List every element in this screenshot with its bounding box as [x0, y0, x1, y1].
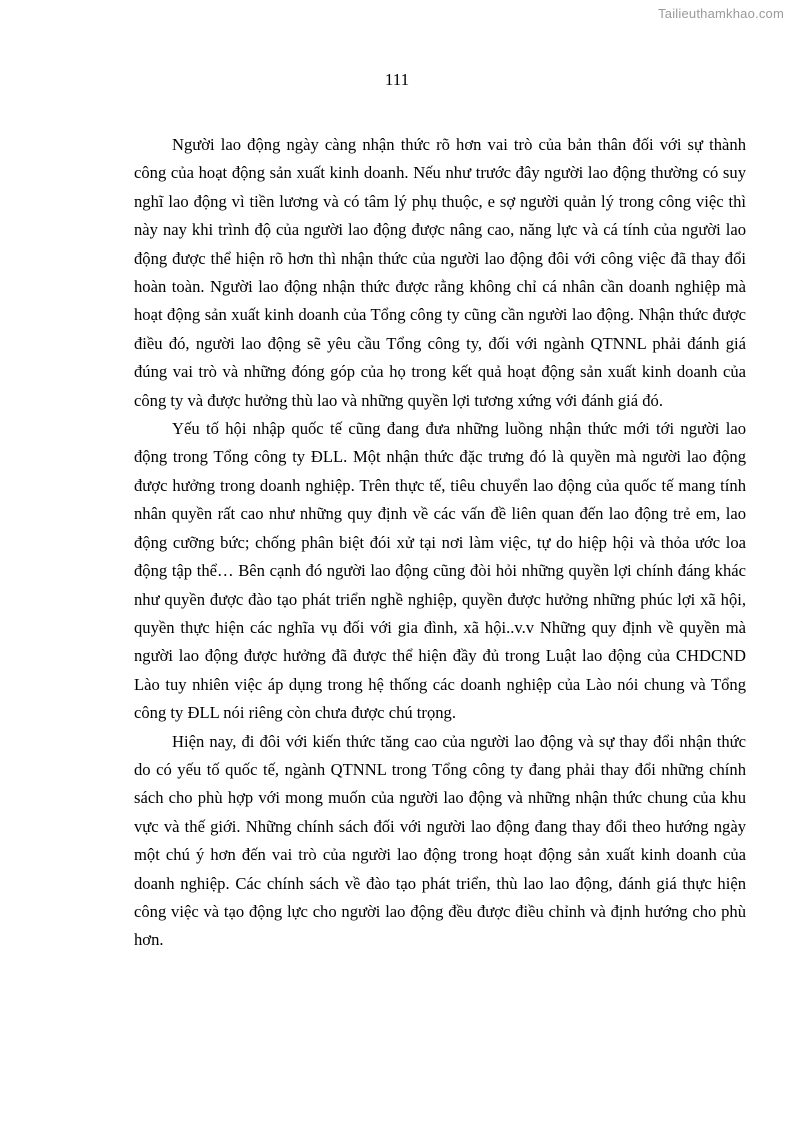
paragraph-policy-changes: Hiện nay, đi đôi với kiến thức tăng cao của người lao động và sự thay đổi nhận thức do có yếu tố quốc tế, ngành QTNNL trong Tổng công ty đang phải thay đổi những chính sách cho phù hợp với mong muốn của người lao động và những nhận thức chung của khu vực và thế giới. Những chính sách đối với người lao động đang thay đổi theo hướng ngày một chú ý hơn đến vai trò của người lao động trong hoạt động sản xuất kinh doanh của doanh nghiệp. Các chính sách về đào tạo phát triển, thù lao lao động, đánh giá thực hiện công việc và tạo động lực cho người lao động đều được điều chỉnh và định hướng cho phù hơn.	[134, 731, 746, 950]
page-number: 111	[384, 70, 410, 89]
document-body	[134, 131, 746, 955]
paragraph-worker-awareness: Người lao động ngày càng nhận thức rõ hơn vai trò của bản thân đối với sự thành công của hoạt động sản xuất kinh doanh. Nếu như trước đây người lao động thường có suy nghĩ lao động vì tiền lương và có tâm lý phụ thuộc, e sợ người quản lý trong công việc thì này nay khi trình độ của người lao động được nâng cao, năng lực và cá tính của người lao động được thể hiện rõ hơn thì nhận thức của người lao động đôi với công việc đã thay đổi hoàn toàn. Người lao động nhận thức được rằng không chỉ cá nhân cần doanh nghiệp mà hoạt động sản xuất kinh doanh của Tổng công ty cũng cần người lao động. Nhận thức được điều đó, người lao động sẽ yêu cầu Tổng công ty, đối với ngành QTNNL phải đánh giá đúng vai trò và những đóng góp của họ trong kết quả hoạt động sản xuất kinh doanh của công ty và được hưởng thù lao và những quyền lợi tương xứng với đánh giá đó.	[134, 135, 746, 410]
site-watermark: Tailieuthamkhao.com	[658, 6, 784, 21]
paragraph-international-integration: Yếu tố hội nhập quốc tế cũng đang đưa những luồng nhận thức mới tới người lao động trong Tổng công ty ĐLL. Một nhận thức đặc trưng đó là quyền mà người lao động được hưởng trong doanh nghiệp. Trên thực tế, tiêu chuyển lao động của quốc tế mang tính nhân quyền rất cao như những quy định về các vấn đề liên quan đến lao động trẻ em, lao động cưỡng bức; chống phân biệt đói xử tại nơi làm việc, tự do hiệp hội và thỏa ước loa động tập thể… Bên cạnh đó người lao động cũng đòi hỏi những quyền lợi chính đáng khác như quyền được đào tạo phát triển nghề nghiệp, quyền được hưởng những phúc lợi xã hội, quyền thực hiện các nghĩa vụ đối với gia đình, xã hội..v.v Những quy định về quyền mà người lao động được hưởng đã được thể hiện đầy đủ trong Luật lao động của CHDCND Lào tuy nhiên việc áp dụng trong hệ thống các doanh nghiệp của Lào nói chung và Tổng công ty ĐLL nói riêng còn chưa được chú trọng.	[134, 419, 746, 723]
